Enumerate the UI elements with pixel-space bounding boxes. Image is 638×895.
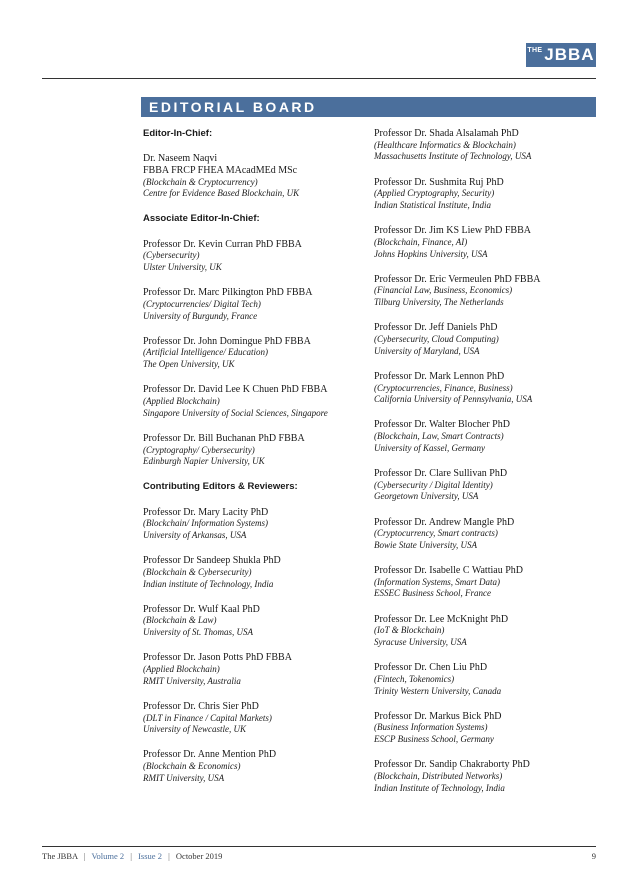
top-divider (42, 78, 596, 79)
entry-detail: (DLT in Finance / Capital Markets) (143, 712, 272, 723)
entry-name: Professor Dr. Jeff Daniels PhD (374, 322, 498, 334)
entry-detail: (Business Information Systems) (374, 722, 488, 733)
entry-name: Professor Dr. Markus Bick PhD (374, 710, 502, 722)
section-heading: Contributing Editors & Reviewers: (143, 481, 298, 493)
entry-detail: (Financial Law, Business, Economics) (374, 285, 513, 296)
entry-detail: (Artificial Intelligence/ Education) (143, 347, 268, 358)
entry-name: Professor Dr. Mary Lacity PhD (143, 506, 269, 518)
section-heading: Editor-In-Chief: (143, 128, 213, 139)
footer (42, 851, 222, 861)
footer-separator: | (168, 851, 170, 861)
spacer (143, 274, 358, 288)
page-number: 9 (591, 851, 596, 861)
spacer (374, 357, 599, 371)
spacer (143, 493, 358, 507)
entry-detail: Centre for Evidence Based Blockchain, UK (143, 188, 300, 199)
spacer (374, 260, 599, 274)
entry-detail: (Blockchain, Finance, AI) (374, 236, 468, 247)
entry-detail: University of Burgundy, France (143, 310, 258, 321)
bottom-divider (42, 846, 596, 847)
spacer (374, 746, 599, 760)
entry-detail: (Blockchain, Law, Smart Contracts) (374, 431, 504, 442)
spacer (374, 406, 599, 420)
entry-detail: (Healthcare Informatics & Blockchain) (374, 139, 516, 150)
spacer (374, 163, 599, 177)
footer-date: October 2019 (175, 851, 223, 861)
entry-name: Professor Dr. Marc Pilkington PhD FBBA (143, 287, 313, 299)
footer-volume: Volume 2 (91, 851, 125, 861)
section-heading: Associate Editor-In-Chief: (143, 213, 260, 225)
spacer (143, 639, 358, 653)
entry-name: Professor Dr. Bill Buchanan PhD FBBA (143, 432, 305, 444)
entry-detail: (Cryptography/ Cybersecurity) (143, 444, 255, 455)
spacer (143, 419, 358, 433)
entry-detail: (Cryptocurrency, Smart contracts) (374, 528, 498, 539)
footer-separator: | (130, 851, 132, 861)
entry-name: Professor Dr. Wulf Kaal PhD (143, 603, 260, 615)
spacer (374, 503, 599, 517)
left-column (143, 128, 358, 785)
entry-name: Professor Dr. Sushmita Ruj PhD (374, 176, 504, 188)
entry-detail: Georgetown University, USA (374, 491, 479, 502)
entry-name: FBBA FRCP FHEA MAcadMEd MSc (143, 164, 298, 176)
spacer (374, 649, 599, 663)
entry-name: Professor Dr. Anne Mention PhD (143, 749, 277, 761)
entry-detail: RMIT University, USA (143, 772, 225, 783)
entry-detail: The Open University, UK (143, 359, 235, 370)
entry-detail: (Applied Blockchain) (143, 396, 220, 406)
entry-detail: Indian institute of Technology, India (143, 578, 274, 589)
spacer (374, 309, 599, 323)
entry-detail: (Applied Blockchain) (143, 664, 220, 674)
entry-name: Professor Dr. Mark Lennon PhD (374, 370, 505, 382)
entry-detail: Bowie State University, USA (374, 539, 477, 550)
entry-name: Professor Dr. David Lee K Chuen PhD FBBA (143, 384, 328, 396)
spacer (374, 552, 599, 566)
entry-detail: University of Arkansas, USA (143, 530, 247, 540)
entry-detail: (Cybersecurity, Cloud Computing) (374, 333, 499, 344)
section-title: EDITORIAL BOARD (149, 99, 317, 115)
entry-detail: Ulster University, UK (143, 262, 222, 272)
spacer (143, 225, 358, 239)
spacer (374, 212, 599, 226)
entry-detail: Indian Institute of Technology, India (374, 782, 505, 793)
entry-detail: (Cryptocurrencies, Finance, Business) (374, 382, 513, 393)
entry-detail: University of Newcastle, UK (143, 724, 246, 735)
jbba-logo (526, 43, 596, 67)
entry-detail: ESCP Business School, Germany (374, 734, 494, 745)
entry-name: Professor Dr. John Domingue PhD FBBA (143, 335, 311, 347)
entry-detail: (IoT & Blockchain) (374, 625, 445, 636)
entry-name: Professor Dr. Isabelle C Wattiau PhD (374, 565, 523, 577)
spacer (143, 200, 358, 214)
entry-name: Professor Dr. Chen Liu PhD (374, 662, 488, 674)
entry-detail: RMIT University, Australia (143, 675, 241, 686)
entry-detail: (Cybersecurity / Digital Identity) (374, 479, 493, 490)
entry-detail: (Blockchain, Distributed Networks) (374, 771, 503, 781)
entry-detail: (Blockchain/ Information Systems) (143, 518, 268, 529)
entry-detail: ESSEC Business School, France (374, 588, 491, 599)
spacer (143, 736, 358, 750)
spacer (143, 590, 358, 604)
spacer (143, 371, 358, 385)
entry-detail: (Blockchain & Cryptocurrency) (143, 176, 258, 187)
entry-name: Professor Dr. Andrew Mangle PhD (374, 516, 515, 528)
entry-detail: (Applied Cryptography, Security) (374, 188, 495, 199)
entry-name: Professor Dr. Sandip Chakraborty PhD (374, 759, 530, 771)
entry-detail: Indian Statistical Institute, India (374, 199, 491, 210)
entry-detail: Johns Hopkins University, USA (374, 248, 488, 259)
entry-detail: University of Kassel, Germany (374, 442, 485, 453)
entry-detail: California University of Pennsylvania, USA (374, 394, 533, 405)
footer-journal: The JBBA (42, 851, 78, 861)
section-header-bar (141, 97, 596, 117)
entry-detail: Trinity Western University, Canada (374, 685, 502, 696)
entry-name: Professor Dr. Lee McKnight PhD (374, 613, 509, 625)
entry-name: Professor Dr. Walter Blocher PhD (374, 419, 510, 431)
logo-the: THE (527, 46, 543, 54)
entry-name: Dr. Naseem Naqvi (143, 153, 218, 165)
entry-detail: Syracuse University, USA (374, 637, 467, 647)
spacer (143, 542, 358, 556)
entry-detail: (Blockchain & Cybersecurity) (143, 566, 252, 577)
entry-detail: Singapore University of Social Sciences, Singapore (143, 407, 328, 418)
entry-name: Professor Dr. Shada Alsalamah PhD (374, 128, 519, 139)
spacer (143, 687, 358, 701)
spacer (374, 454, 599, 468)
logo-jbba: JBBA (544, 45, 595, 64)
entry-detail: Massachusetts Institute of Technology, USA (374, 151, 532, 162)
entry-name: Professor Dr. Jason Potts PhD FBBA (143, 652, 292, 664)
right-column (374, 128, 599, 794)
entry-name: Professor Dr. Eric Vermeulen PhD FBBA (374, 273, 541, 285)
entry-name: Professor Dr. Kevin Curran PhD FBBA (143, 238, 302, 250)
entry-name: Professor Dr Sandeep Shukla PhD (143, 555, 281, 567)
entry-name: Professor Dr. Jim KS Liew PhD FBBA (374, 225, 531, 237)
entry-detail: (Blockchain & Economics) (143, 761, 241, 772)
entry-detail: (Cybersecurity) (143, 250, 200, 261)
spacer (143, 322, 358, 336)
footer-issue: Issue 2 (138, 851, 162, 861)
footer-separator: | (83, 851, 86, 861)
entry-detail: Edinburgh Napier University, UK (143, 456, 265, 467)
spacer (374, 697, 599, 711)
entry-name: Professor Dr. Clare Sullivan PhD (374, 467, 508, 479)
entry-detail: (Fintech, Tokenomics) (374, 673, 455, 684)
entry-detail: University of St. Thomas, USA (143, 627, 253, 638)
entry-name: Professor Dr. Chris Sier PhD (143, 700, 259, 712)
entry-detail: University of Maryland, USA (374, 345, 480, 356)
entry-detail: (Information Systems, Smart Data) (374, 576, 500, 587)
spacer (143, 140, 358, 154)
entry-detail: (Cryptocurrencies/ Digital Tech) (143, 298, 261, 309)
spacer (374, 600, 599, 614)
entry-detail: (Blockchain & Law) (143, 615, 217, 626)
spacer (143, 468, 358, 482)
entry-detail: Tilburg University, The Netherlands (374, 297, 504, 308)
